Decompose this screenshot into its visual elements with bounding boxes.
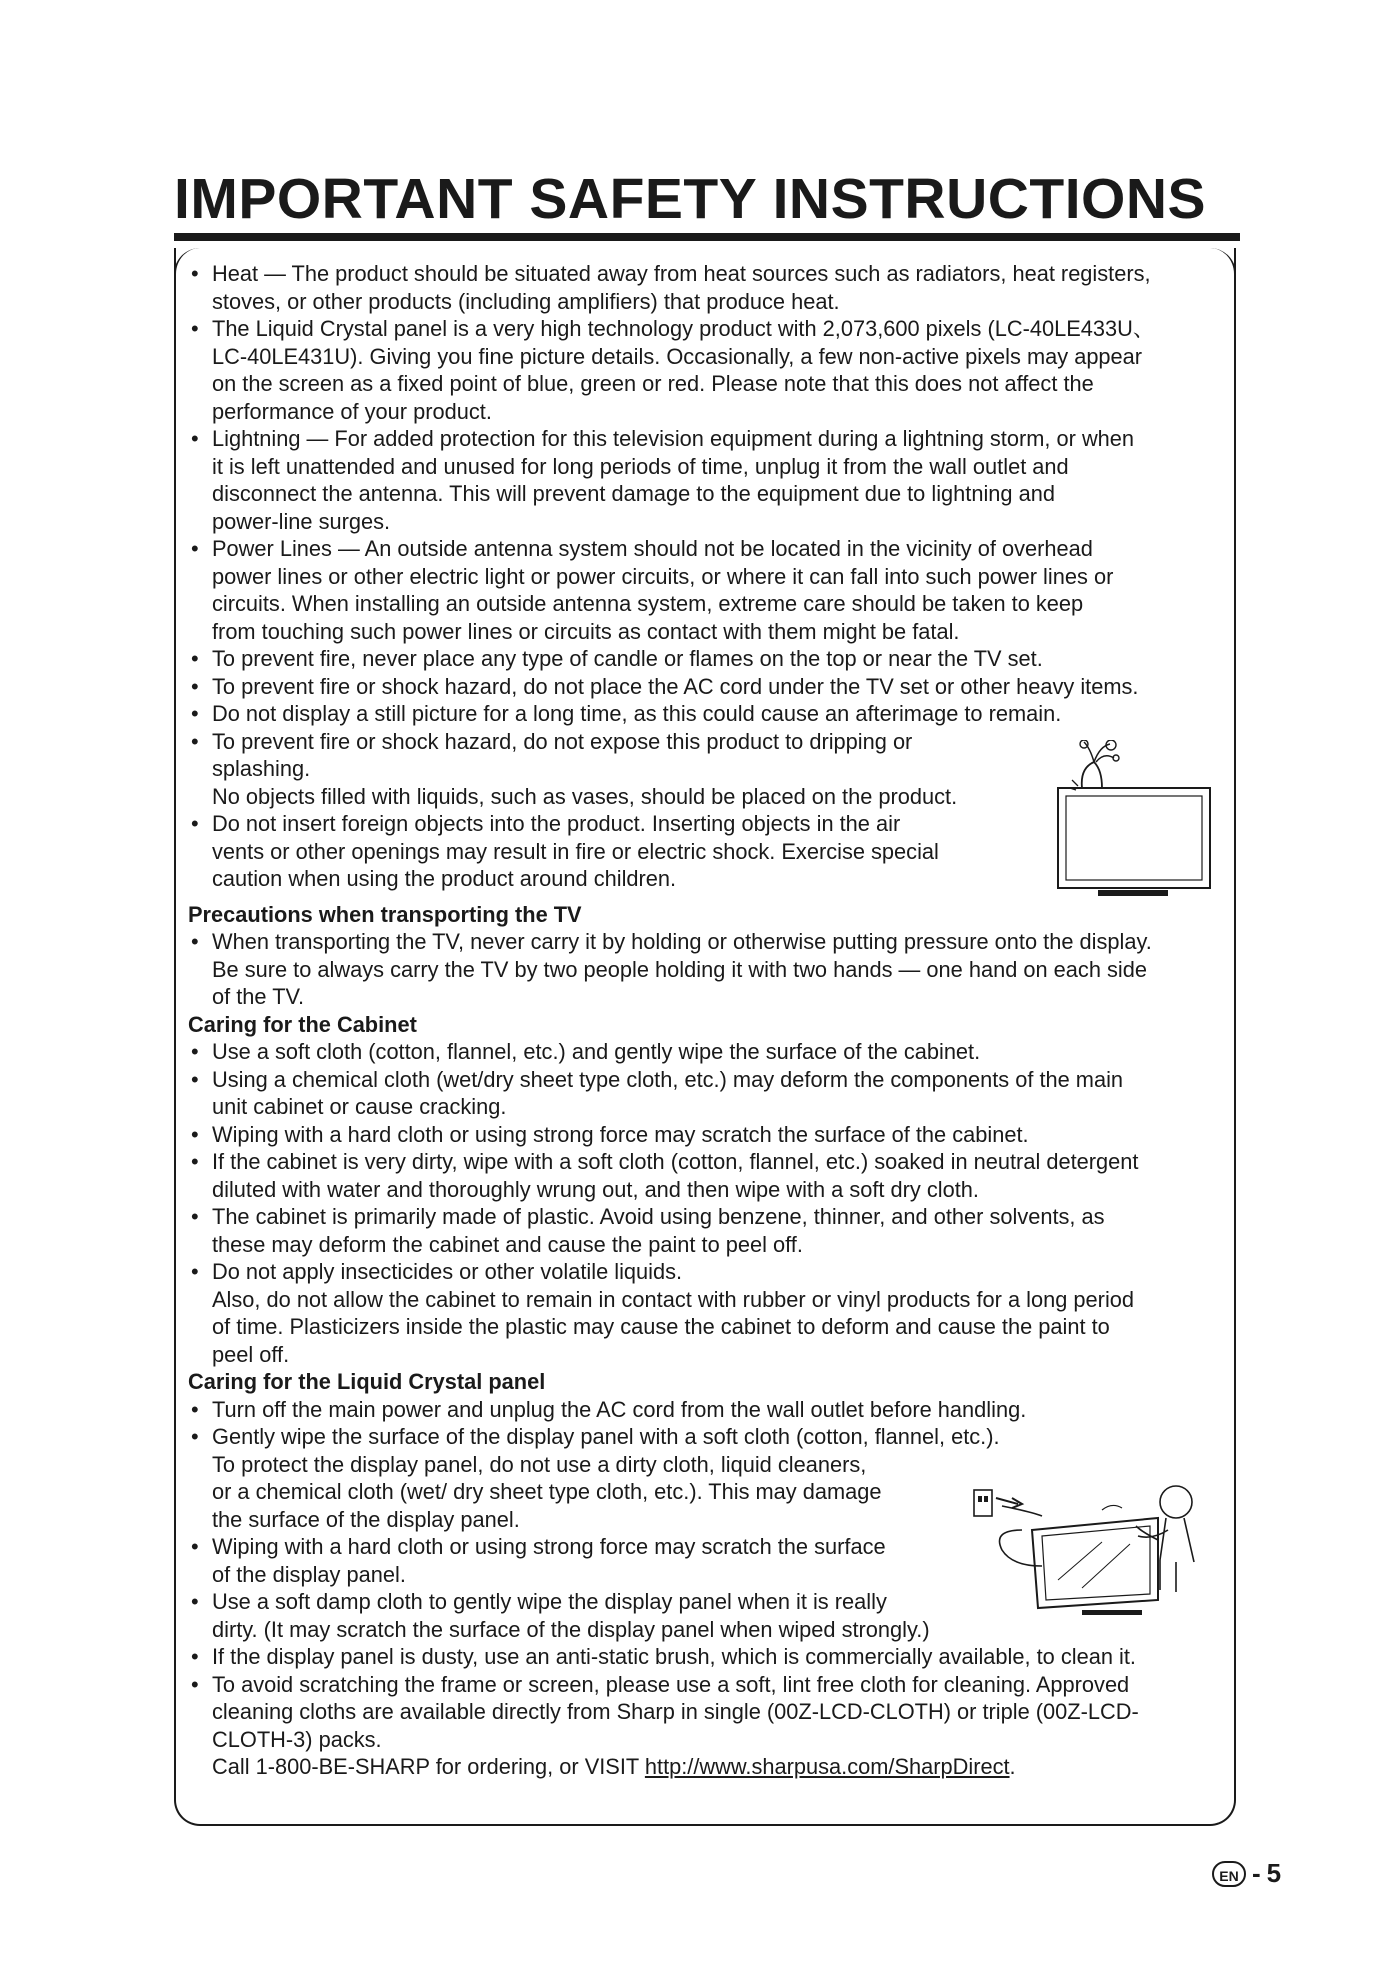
- item-text-line: these may deform the cabinet and cause the paint to peel off.: [212, 1231, 803, 1257]
- cabinet-heading: Caring for the Cabinet: [188, 1011, 417, 1037]
- bullet-icon: •: [191, 1066, 199, 1092]
- panel-heading: Caring for the Liquid Crystal panel: [188, 1369, 546, 1394]
- bullet-icon: •: [191, 1589, 199, 1614]
- item-text-line: of the display panel.: [212, 1561, 406, 1587]
- bullet-icon: •: [191, 673, 199, 699]
- item-text-line: diluted with water and thoroughly wrung out, and then wipe with a soft dry cloth.: [212, 1176, 979, 1202]
- item-text-line: dirty. (It may scratch the surface of the display panel when wiped strongly.): [212, 1616, 930, 1642]
- bullet-icon: •: [191, 316, 199, 341]
- item-text-line: Wiping with a hard cloth or using strong force may scratch the surface of the cabinet.: [212, 1121, 1029, 1147]
- item-text-line: caution when using the product around children.: [212, 866, 677, 891]
- bullet-icon: •: [191, 811, 199, 836]
- bullet-icon: •: [191, 929, 199, 954]
- list-item: [188, 1643, 1234, 1671]
- item-text-line: stoves, or other products (including amplifiers) that produce heat.: [212, 288, 840, 314]
- page-title: IMPORTANT SAFETY INSTRUCTIONS: [174, 167, 1207, 231]
- item-text-line: cleaning cloths are available directly from Sharp in single (00Z-LCD-CLOTH) or triple (00Z-LCD-: [212, 1699, 1139, 1724]
- item-text-line: vents or other openings may result in fire or electric shock. Exercise special: [212, 838, 939, 864]
- item-text-line: Power Lines — An outside antenna system should not be located in the vicinity of overhead: [212, 536, 1093, 561]
- list-item: [188, 425, 1234, 535]
- sharpdirect-link[interactable]: http://www.sharpusa.com/SharpDirect: [644, 1754, 1010, 1779]
- item-text-line: CLOTH-3) packs.: [212, 1726, 382, 1752]
- item-text-line: Do not apply insecticides or other volatile liquids.: [212, 1259, 683, 1284]
- item-text-line: disconnect the antenna. This will prevent damage to the equipment due to lightning and: [212, 481, 1055, 506]
- list-item: [188, 1121, 1234, 1149]
- item-text-line: Wiping with a hard cloth or using strong force may scratch the surface: [212, 1534, 886, 1559]
- bullet-icon: •: [191, 261, 199, 286]
- item-text-line: Also, do not allow the cabinet to remain in contact with rubber or vinyl products for a long period: [212, 1286, 1135, 1312]
- page-footer: [1212, 1858, 1281, 1889]
- tv-vase-illustration: [1040, 740, 1220, 910]
- item-text-line: The cabinet is primarily made of plastic. Avoid using benzene, thinner, and other solvents, as: [212, 1204, 1105, 1229]
- list-item: [188, 1066, 1234, 1121]
- call-line: [188, 1753, 1234, 1781]
- bullet-icon: •: [191, 426, 199, 451]
- bullet-icon: •: [191, 536, 199, 561]
- list-item: [188, 260, 1234, 315]
- item-text-line: When transporting the TV, never carry it by holding or otherwise putting pressure onto the display.: [212, 929, 1152, 954]
- item-text-line: Gently wipe the surface of the display panel with a soft cloth (cotton, flannel, etc.).: [212, 1424, 1000, 1449]
- bullet-icon: •: [191, 1204, 199, 1229]
- item-text-line: power-line surges.: [212, 508, 391, 534]
- call-text: Call 1-800-BE-SHARP for ordering, or VISIT: [212, 1754, 645, 1779]
- list-item: [188, 535, 1234, 645]
- item-text-line: To prevent fire, never place any type of candle or flames on the top or near the TV set.: [212, 646, 1043, 671]
- cleaning-illustration: [962, 1470, 1212, 1630]
- bullet-icon: •: [191, 1534, 199, 1559]
- item-text-line: Do not insert foreign objects into the product. Inserting objects in the air: [212, 811, 901, 836]
- item-text-line: on the screen as a fixed point of blue, green or red. Please note that this does not affect the: [212, 371, 1094, 396]
- bullet-icon: •: [191, 1121, 199, 1147]
- list-item: [188, 1396, 1234, 1424]
- call-end: .: [1009, 1754, 1016, 1779]
- item-text-line: splashing.: [212, 756, 311, 781]
- item-text-line: Turn off the main power and unplug the AC cord from the wall outlet before handling.: [212, 1396, 1027, 1422]
- bullet-icon: •: [191, 1039, 199, 1064]
- footer-separator: -: [1252, 1858, 1261, 1888]
- item-text-line: from touching such power lines or circuits as contact with them might be fatal.: [212, 618, 960, 644]
- language-badge: EN: [1212, 1861, 1246, 1887]
- item-text-line: LC-40LE431U). Giving you fine picture details. Occasionally, a few non-active pixels may appear: [212, 343, 1143, 369]
- bullet-icon: •: [191, 1259, 199, 1284]
- list-item: [188, 1148, 1234, 1203]
- item-text-line: unit cabinet or cause cracking.: [212, 1094, 507, 1119]
- item-text-line: performance of your product.: [212, 398, 492, 424]
- bullet-icon: •: [191, 1671, 199, 1697]
- bullet-icon: •: [191, 728, 199, 754]
- item-text-line: power lines or other electric light or power circuits, or where it can fall into such power lines or: [212, 563, 1114, 589]
- item-text-line: No objects filled with liquids, such as vases, should be placed on the product.: [212, 783, 958, 809]
- list-item: [188, 1203, 1234, 1258]
- list-item: [188, 1038, 1234, 1066]
- bullet-icon: •: [191, 1424, 199, 1449]
- item-text-line: To protect the display panel, do not use a dirty cloth, liquid cleaners,: [212, 1451, 867, 1477]
- item-text-line: To prevent fire or shock hazard, do not place the AC cord under the TV set or other heavy items.: [212, 673, 1139, 699]
- cabinet-list: [188, 1038, 1234, 1368]
- list-item: [188, 928, 1234, 1011]
- list-item: [188, 700, 1234, 728]
- list-item: [188, 1258, 1234, 1368]
- list-item: [188, 1671, 1234, 1754]
- transport-list: [188, 928, 1234, 1011]
- bullet-icon: •: [191, 1396, 199, 1422]
- item-text-line: Use a soft damp cloth to gently wipe the display panel when it is really: [212, 1589, 887, 1614]
- transport-heading: Precautions when transporting the TV: [188, 901, 582, 927]
- bullet-icon: •: [191, 646, 199, 671]
- item-text-line: peel off.: [212, 1341, 290, 1367]
- item-text-line: Using a chemical cloth (wet/dry sheet type cloth, etc.) may deform the components of the main: [212, 1066, 1124, 1092]
- bullet-icon: •: [191, 1149, 199, 1174]
- item-text-line: Be sure to always carry the TV by two people holding it with two hands — one hand on each side: [212, 956, 1147, 982]
- list-item: [188, 315, 1234, 425]
- list-item: [188, 673, 1234, 701]
- item-text-line: or a chemical cloth (wet/ dry sheet type cloth, etc.). This may damage: [212, 1479, 882, 1504]
- item-text-line: Lightning — For added protection for this television equipment during a lightning storm, or when: [212, 426, 1135, 451]
- item-text-line: To prevent fire or shock hazard, do not expose this product to dripping or: [212, 728, 913, 754]
- item-text-line: If the cabinet is very dirty, wipe with a soft cloth (cotton, flannel, etc.) soaked in neutral detergent: [212, 1149, 1139, 1174]
- item-text-line: The Liquid Crystal panel is a very high technology product with 2,073,600 pixels (LC-40LE433U、: [212, 316, 1155, 341]
- item-text-line: Heat — The product should be situated away from heat sources such as radiators, heat registers,: [212, 261, 1151, 286]
- item-text-line: Do not display a still picture for a long time, as this could cause an afterimage to remain.: [212, 701, 1062, 726]
- item-text-line: To avoid scratching the frame or screen, please use a soft, lint free cloth for cleaning. Approved: [212, 1671, 1130, 1697]
- item-text-line: If the display panel is dusty, use an anti-static brush, which is commercially available, to clean it.: [212, 1644, 1136, 1669]
- item-text-line: circuits. When installing an outside antenna system, extreme care should be taken to keep: [212, 591, 1084, 616]
- item-text-line: the surface of the display panel.: [212, 1506, 520, 1532]
- list-item: [188, 645, 1234, 673]
- page-number: 5: [1266, 1858, 1282, 1888]
- item-text-line: Use a soft cloth (cotton, flannel, etc.) and gently wipe the surface of the cabinet.: [212, 1039, 981, 1064]
- item-text-line: of the TV.: [212, 984, 305, 1009]
- item-text-line: of time. Plasticizers inside the plastic may cause the cabinet to deform and cause the paint to: [212, 1314, 1110, 1339]
- title-rule: [174, 233, 1240, 241]
- item-text-line: it is left unattended and unused for long periods of time, unplug it from the wall outlet and: [212, 453, 1069, 479]
- bullet-icon: •: [191, 701, 199, 726]
- bullet-icon: •: [191, 1644, 199, 1669]
